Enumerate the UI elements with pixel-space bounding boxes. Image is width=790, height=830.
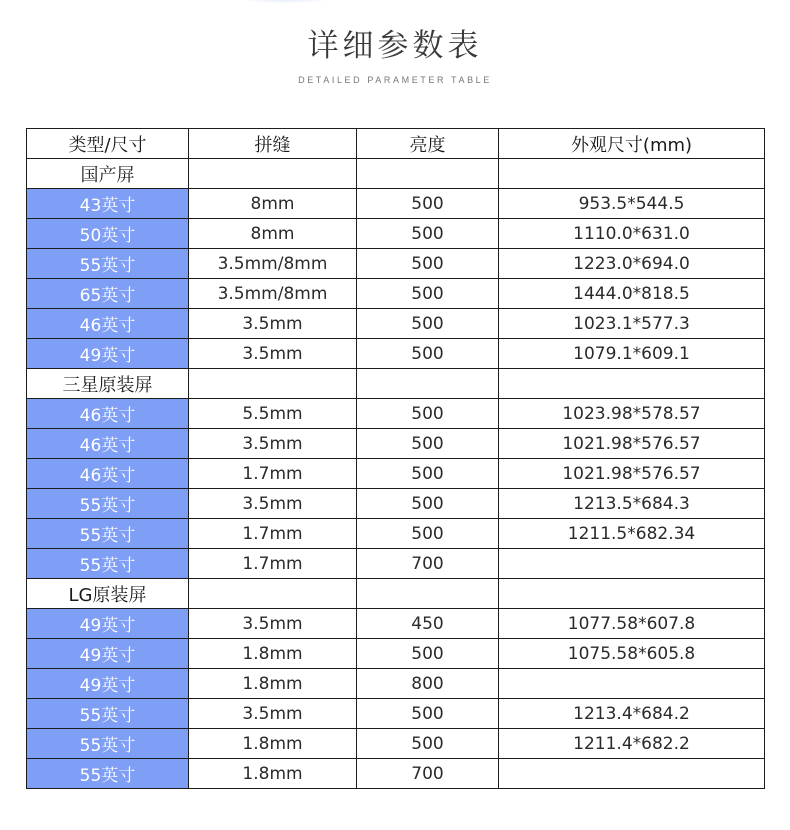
cell-seam: 5.5mm bbox=[189, 399, 357, 429]
cell-size: 55英寸 bbox=[27, 519, 189, 549]
header-type-size: 类型/尺寸 bbox=[27, 129, 189, 159]
cell-dimensions: 1077.58*607.8 bbox=[499, 609, 765, 639]
page-header bbox=[0, 24, 790, 86]
cell-dimensions: 1213.4*684.2 bbox=[499, 699, 765, 729]
empty-cell bbox=[189, 369, 357, 399]
table-row bbox=[27, 339, 765, 369]
cell-brightness: 500 bbox=[357, 249, 499, 279]
cell-size: 55英寸 bbox=[27, 249, 189, 279]
cell-size: 43英寸 bbox=[27, 189, 189, 219]
cell-dimensions: 1213.5*684.3 bbox=[499, 489, 765, 519]
empty-cell bbox=[499, 579, 765, 609]
empty-cell bbox=[189, 579, 357, 609]
cell-dimensions: 1079.1*609.1 bbox=[499, 339, 765, 369]
cell-seam: 1.8mm bbox=[189, 729, 357, 759]
table-row bbox=[27, 729, 765, 759]
header-seam: 拼缝 bbox=[189, 129, 357, 159]
table-body bbox=[27, 159, 765, 789]
cell-size: 49英寸 bbox=[27, 339, 189, 369]
cell-size: 55英寸 bbox=[27, 549, 189, 579]
cell-seam: 3.5mm bbox=[189, 429, 357, 459]
cell-seam: 3.5mm bbox=[189, 309, 357, 339]
cell-seam: 3.5mm bbox=[189, 339, 357, 369]
parameter-table bbox=[26, 128, 765, 789]
cell-seam: 3.5mm bbox=[189, 609, 357, 639]
cell-brightness: 450 bbox=[357, 609, 499, 639]
table-row bbox=[27, 549, 765, 579]
page-subtitle: DETAILED PARAMETER TABLE bbox=[298, 75, 492, 85]
cell-brightness: 500 bbox=[357, 309, 499, 339]
empty-cell bbox=[189, 159, 357, 189]
cell-seam: 1.8mm bbox=[189, 639, 357, 669]
cell-brightness: 500 bbox=[357, 189, 499, 219]
cell-size: 49英寸 bbox=[27, 639, 189, 669]
group-row bbox=[27, 369, 765, 399]
top-decoration bbox=[230, 0, 340, 4]
cell-brightness: 500 bbox=[357, 399, 499, 429]
cell-dimensions bbox=[499, 669, 765, 699]
cell-brightness: 500 bbox=[357, 219, 499, 249]
cell-dimensions: 1211.5*682.34 bbox=[499, 519, 765, 549]
table-row bbox=[27, 309, 765, 339]
cell-size: 46英寸 bbox=[27, 309, 189, 339]
cell-dimensions: 1023.98*578.57 bbox=[499, 399, 765, 429]
table-header-row bbox=[27, 129, 765, 159]
cell-size: 46英寸 bbox=[27, 429, 189, 459]
cell-dimensions: 1223.0*694.0 bbox=[499, 249, 765, 279]
table-row bbox=[27, 639, 765, 669]
group-row bbox=[27, 579, 765, 609]
cell-dimensions: 1023.1*577.3 bbox=[499, 309, 765, 339]
group-label: 国产屏 bbox=[27, 159, 189, 189]
empty-cell bbox=[499, 369, 765, 399]
parameter-table-container bbox=[26, 128, 765, 789]
cell-brightness: 500 bbox=[357, 519, 499, 549]
cell-seam: 3.5mm bbox=[189, 489, 357, 519]
table-row bbox=[27, 669, 765, 699]
cell-seam: 1.7mm bbox=[189, 459, 357, 489]
cell-seam: 1.8mm bbox=[189, 759, 357, 789]
cell-brightness: 500 bbox=[357, 339, 499, 369]
cell-size: 49英寸 bbox=[27, 609, 189, 639]
cell-size: 46英寸 bbox=[27, 459, 189, 489]
cell-brightness: 500 bbox=[357, 639, 499, 669]
cell-seam: 1.8mm bbox=[189, 669, 357, 699]
cell-size: 50英寸 bbox=[27, 219, 189, 249]
cell-seam: 8mm bbox=[189, 189, 357, 219]
cell-dimensions: 1021.98*576.57 bbox=[499, 429, 765, 459]
empty-cell bbox=[499, 159, 765, 189]
cell-brightness: 500 bbox=[357, 279, 499, 309]
cell-size: 55英寸 bbox=[27, 759, 189, 789]
cell-dimensions: 1211.4*682.2 bbox=[499, 729, 765, 759]
cell-brightness: 700 bbox=[357, 759, 499, 789]
table-row bbox=[27, 699, 765, 729]
cell-size: 55英寸 bbox=[27, 729, 189, 759]
cell-dimensions: 1021.98*576.57 bbox=[499, 459, 765, 489]
table-row bbox=[27, 279, 765, 309]
cell-seam: 3.5mm bbox=[189, 699, 357, 729]
header-brightness: 亮度 bbox=[357, 129, 499, 159]
cell-size: 65英寸 bbox=[27, 279, 189, 309]
cell-size: 46英寸 bbox=[27, 399, 189, 429]
group-label: LG原装屏 bbox=[27, 579, 189, 609]
cell-size: 55英寸 bbox=[27, 699, 189, 729]
cell-dimensions: 1075.58*605.8 bbox=[499, 639, 765, 669]
group-label: 三星原装屏 bbox=[27, 369, 189, 399]
table-row bbox=[27, 189, 765, 219]
table-row bbox=[27, 459, 765, 489]
cell-dimensions: 953.5*544.5 bbox=[499, 189, 765, 219]
cell-seam: 1.7mm bbox=[189, 549, 357, 579]
table-row bbox=[27, 429, 765, 459]
table-row bbox=[27, 219, 765, 249]
cell-seam: 1.7mm bbox=[189, 519, 357, 549]
cell-size: 55英寸 bbox=[27, 489, 189, 519]
empty-cell bbox=[357, 579, 499, 609]
cell-seam: 8mm bbox=[189, 219, 357, 249]
page-title: 详细参数表 bbox=[307, 28, 483, 64]
cell-brightness: 500 bbox=[357, 489, 499, 519]
empty-cell bbox=[357, 369, 499, 399]
cell-dimensions: 1444.0*818.5 bbox=[499, 279, 765, 309]
cell-seam: 3.5mm/8mm bbox=[189, 249, 357, 279]
cell-brightness: 500 bbox=[357, 699, 499, 729]
group-row bbox=[27, 159, 765, 189]
table-row bbox=[27, 759, 765, 789]
cell-dimensions: 1110.0*631.0 bbox=[499, 219, 765, 249]
cell-seam: 3.5mm/8mm bbox=[189, 279, 357, 309]
table-row bbox=[27, 399, 765, 429]
cell-brightness: 500 bbox=[357, 459, 499, 489]
table-row bbox=[27, 249, 765, 279]
cell-brightness: 800 bbox=[357, 669, 499, 699]
empty-cell bbox=[357, 159, 499, 189]
table-row bbox=[27, 609, 765, 639]
cell-size: 49英寸 bbox=[27, 669, 189, 699]
table-row bbox=[27, 519, 765, 549]
cell-brightness: 500 bbox=[357, 729, 499, 759]
cell-dimensions bbox=[499, 759, 765, 789]
header-dimensions: 外观尺寸(mm) bbox=[499, 129, 765, 159]
cell-brightness: 500 bbox=[357, 429, 499, 459]
cell-brightness: 700 bbox=[357, 549, 499, 579]
cell-dimensions bbox=[499, 549, 765, 579]
table-row bbox=[27, 489, 765, 519]
